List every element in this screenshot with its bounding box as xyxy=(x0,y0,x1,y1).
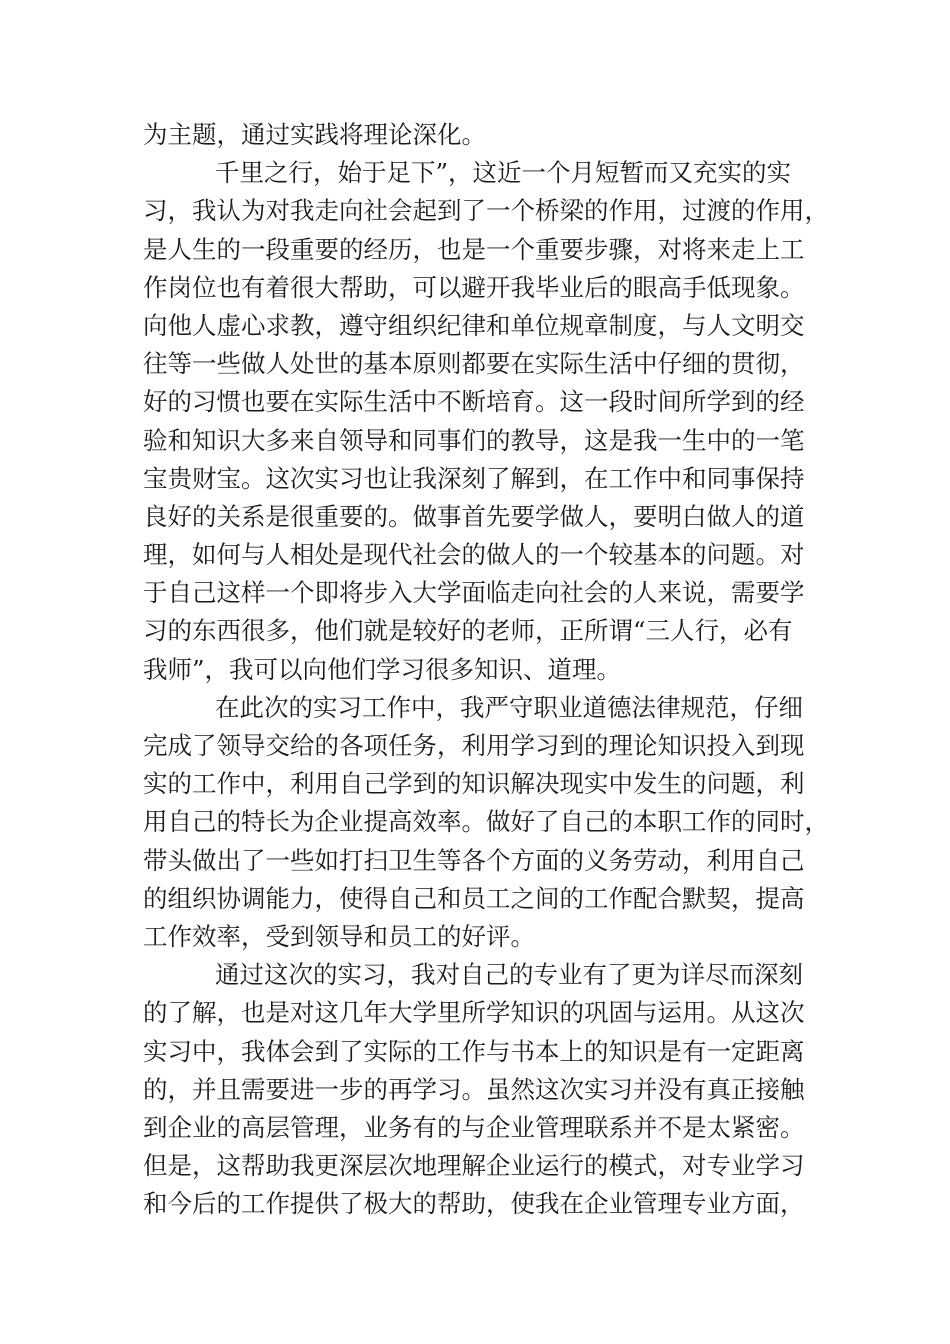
text-line: 在此次的实习工作中，我严守职业道德法律规范，仔细 xyxy=(215,692,803,722)
text-line: 到企业的高层管理，业务有的与企业管理联系并不是太紧密。 xyxy=(143,1112,805,1142)
text-line: 良好的关系是很重要的。做事首先要学做人，要明白做人的道 xyxy=(143,501,805,531)
text-line: 往等一些做人处世的基本原则都要在实际生活中仔细的贯彻， xyxy=(143,349,805,379)
text-line: 带头做出了一些如打扫卫生等各个方面的义务劳动，利用自己 xyxy=(143,845,805,875)
text-line: 通过这次的实习，我对自己的专业有了更为详尽而深刻 xyxy=(215,960,803,990)
text-line: 工作效率，受到领导和员工的好评。 xyxy=(143,921,535,951)
text-line: 完成了领导交给的各项任务，利用学习到的理论知识投入到现 xyxy=(143,731,805,760)
text-line: 的组织协调能力，使得自己和员工之间的工作配合默契，提高 xyxy=(143,883,805,913)
text-line: 习的东西很多，他们就是较好的老师，正所谓“三人行，必有 xyxy=(143,616,793,646)
text-line: 向他人虚心求教，遵守组织纪律和单位规章制度，与人文明交 xyxy=(143,310,805,340)
text-line: 的了解，也是对这几年大学里所学知识的巩固与运用。从这次 xyxy=(143,998,805,1028)
text-line: 理，如何与人相处是现代社会的做人的一个较基本的问题。对 xyxy=(143,540,805,570)
text-line: 我师”，我可以向他们学习很多知识、道理。 xyxy=(143,654,622,684)
text-line: 但是，这帮助我更深层次地理解企业运行的模式，对专业学习 xyxy=(143,1151,805,1181)
text-line: 千里之行，始于足下”，这近一个月短暂而又充实的实 xyxy=(215,158,792,188)
text-line: 实习中，我体会到了实际的工作与书本上的知识是有一定距离 xyxy=(143,1036,805,1066)
text-line: 习，我认为对我走向社会起到了一个桥梁的作用，过渡的作用， xyxy=(143,196,829,226)
text-line: 作岗位也有着很大帮助，可以避开我毕业后的眼高手低现象。 xyxy=(143,272,805,302)
text-line: 的，并且需要进一步的再学习。虽然这次实习并没有真正接触 xyxy=(143,1074,805,1104)
text-line: 好的习惯也要在实际生活中不断培育。这一段时间所学到的经 xyxy=(143,387,805,417)
text-line: 和今后的工作提供了极大的帮助，使我在企业管理专业方面， xyxy=(143,1189,805,1219)
text-line: 用自己的特长为企业提高效率。做好了自己的本职工作的同时， xyxy=(143,807,829,837)
body-text xyxy=(143,116,829,1223)
text-line: 为主题，通过实践将理论深化。 xyxy=(143,120,486,149)
text-line: 是人生的一段重要的经历，也是一个重要步骤，对将来走上工 xyxy=(143,234,805,264)
text-line: 验和知识大多来自领导和同事们的教导，这是我一生中的一笔 xyxy=(143,425,805,455)
text-line: 于自己这样一个即将步入大学面临走向社会的人来说，需要学 xyxy=(143,578,805,608)
text-line: 实的工作中，利用自己学到的知识解决现实中发生的问题，利 xyxy=(143,769,805,799)
text-line: 宝贵财宝。这次实习也让我深刻了解到，在工作中和同事保持 xyxy=(143,463,805,493)
